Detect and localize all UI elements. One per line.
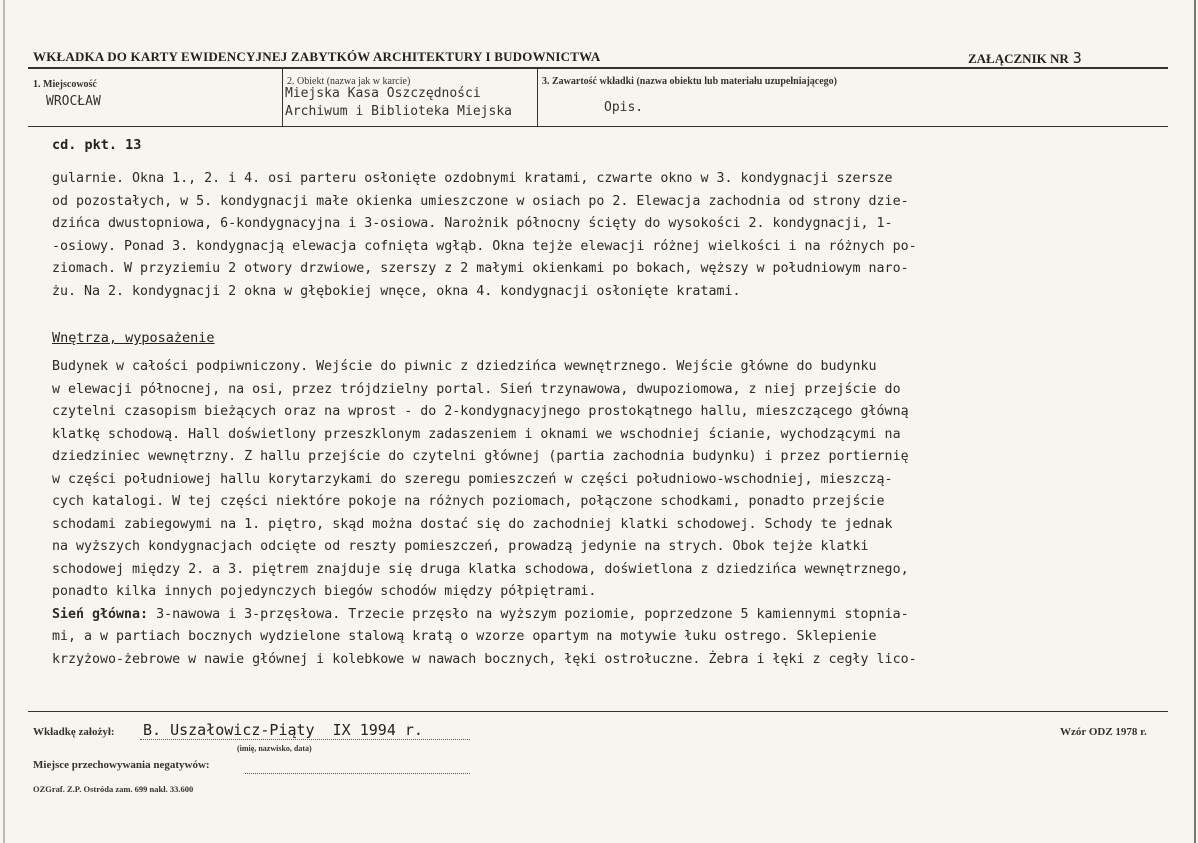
- founder-line: [140, 739, 470, 740]
- text-line: żu. Na 2. kondygnacji 2 okna w głębokiej wnęce, okna 4. kondygnacji osłonięte kratami.: [52, 283, 741, 299]
- field-divider-2: [537, 68, 538, 126]
- header-rule-top: [28, 67, 1168, 69]
- field-2-label: 2. Obiekt (nazwa jak w karcie): [287, 76, 411, 87]
- field-2-value-line1: Miejska Kasa Oszczędności: [285, 86, 481, 101]
- footer-rule: [28, 711, 1168, 712]
- printer-info: OZGraf. Z.P. Ostróda zam. 699 nakł. 33.600: [33, 784, 194, 794]
- text-line: klatkę schodową. Hall doświetlony przeszklonym zadaszeniem i oknami we wschodniej ścianie, wychodzącymi na: [52, 426, 901, 442]
- continuation-marker: cd. pkt. 13: [52, 137, 142, 153]
- paragraph-interior: [52, 356, 1132, 671]
- text-line: krzyżowo-żebrowe w nawie głównej i kolebkowe w nawach bocznych, łęki ostrołuczne. Żebra i łęki z cegły lico-: [52, 651, 917, 667]
- page-edge-left: [3, 0, 5, 843]
- field-1-label: 1. Miejscowość: [33, 79, 97, 90]
- text-line: dzińca dwustopniowa, 6-kondygnacyjna i 3-osiowa. Narożnik północny ścięty do wysokości 2. kondygnacji, 1-: [52, 216, 893, 231]
- page-edge-right: [1194, 0, 1196, 843]
- founder-hint: (imię, nazwisko, data): [237, 744, 312, 753]
- text-line: czytelni czasopism bieżących oraz na wprost - do 2-kondygnacyjnego prostokątnego hallu, mieszczącego główną: [52, 404, 909, 419]
- text-line: Budynek w całości podpiwniczony. Wejście do piwnic z dziedzińca wewnętrznego. Wejście główne do budynku: [52, 359, 877, 374]
- paragraph-exterior: [52, 168, 1132, 303]
- text-line: dziedziniec wewnętrzny. Z hallu przejście do czytelni głównej (partia zachodnia budynku) i przez portiernię: [52, 449, 909, 464]
- attachment-number: 3: [1072, 49, 1082, 67]
- pattern-label: Wzór ODZ 1978 r.: [1060, 726, 1147, 738]
- form-title: WKŁADKA DO KARTY EWIDENCYJNEJ ZABYTKÓW ARCHITEKTURY I BUDOWNICTWA: [33, 49, 601, 64]
- section-heading: Wnętrza, wyposażenie: [52, 330, 215, 346]
- founder-label: Wkładkę założył:: [33, 726, 115, 738]
- text-line: ziomach. W przyziemiu 2 otwory drzwiowe, szerszy z 2 małymi okienkami po bokach, węższy w południowym naro-: [52, 261, 909, 276]
- text-line: schodowej między 2. a 3. piętrem znajduje się druga klatka schodowa, doświetlona z dziedzińca wewnętrznego,: [52, 561, 909, 577]
- field-1-value: WROCŁAW: [46, 94, 101, 109]
- field-2-value-line2: Archiwum i Biblioteka Miejska: [285, 104, 512, 119]
- attachment-label-text: ZAŁĄCZNIK NR: [968, 51, 1069, 66]
- text-line: -osiowy. Ponad 3. kondygnacją elewacja cofnięta wgłąb. Okna tejże elewacji różnej wielkości i na różnych po-: [52, 238, 917, 254]
- text-line: mi, a w partiach bocznych wydzielone stalową kratą o wzorze opartym na motywie łuku ostrego. Sklepienie: [52, 629, 877, 644]
- founder-value: B. Uszałowicz-Piąty IX 1994 r.: [143, 721, 423, 739]
- text-line: od pozostałych, w 5. kondygnacji małe okienka umieszczone w osiach po 2. Elewacja zachodnia od strony dzie-: [52, 193, 909, 209]
- text-line: na wyższych kondygnacjach odcięte od reszty pomieszczeń, prowadzą jedynie na strych. Obok tejże klatki: [52, 539, 869, 554]
- text-line: w części południowej hallu korytarzykami do szeregu pomieszczeń w części południowo-wschodniej, mieszczą-: [52, 471, 893, 487]
- sien-label: Sień główna:: [52, 606, 149, 622]
- negatives-line: [245, 773, 470, 774]
- text-line: ponadto kilka innych pojedynczych biegów schodów między półpiętrami.: [52, 584, 597, 599]
- field-3-value: Opis.: [604, 100, 644, 115]
- text-line: cych katalogi. W tej części niektóre pokoje na różnych poziomach, połączone schodkami, ponadto przejście: [52, 494, 885, 509]
- text-line: [52, 604, 1132, 627]
- text-line: w elewacji północnej, na osi, przez trójdzielny portal. Sień trzynawowa, dwupoziomowa, z niej przejście do: [52, 381, 901, 397]
- field-divider-1: [282, 68, 283, 126]
- header-rule-bottom: [28, 126, 1168, 127]
- negatives-label: Miejsce przechowywania negatywów:: [33, 759, 210, 771]
- text-span: 3-nawowa i 3-przęsłowa. Trzecie przęsło na wyższym poziomie, poprzedzone 5 kamiennymi stopnia-: [148, 606, 909, 622]
- text-line: gularnie. Okna 1., 2. i 4. osi parteru osłonięte ozdobnymi kratami, czwarte okno w 3. kondygnacji szersze: [52, 171, 893, 186]
- attachment-label: [968, 49, 1082, 67]
- text-line: schodami zabiegowymi na 1. piętro, skąd można dostać się do zachodniej klatki schodowej. Schody te jednak: [52, 516, 893, 532]
- field-3-label: 3. Zawartość wkładki (nazwa obiektu lub materiału uzupełniającego): [542, 76, 838, 87]
